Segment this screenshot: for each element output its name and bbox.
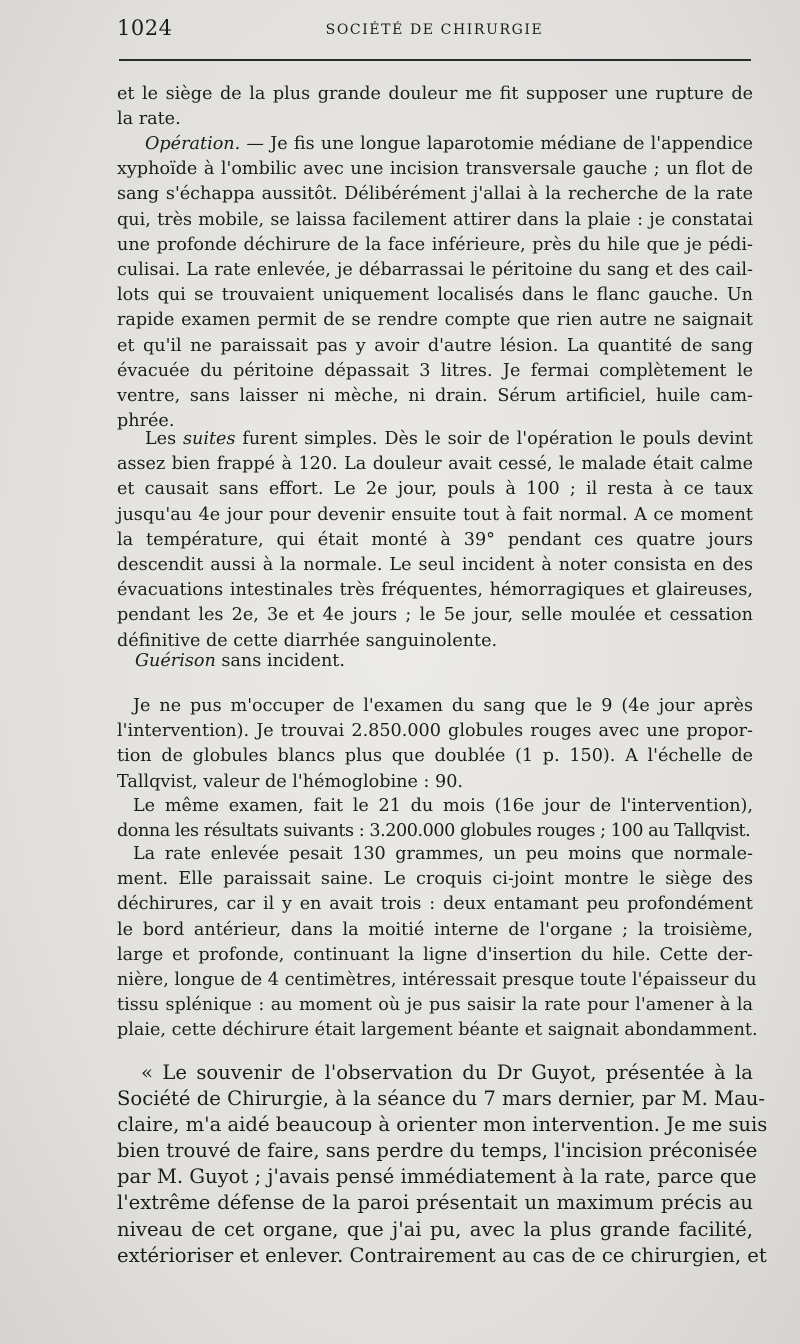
guerison-label: Guérison — [135, 651, 216, 671]
text-line: ment. Elle paraissait saine. Le croquis ci-joint montre le siège des — [117, 869, 753, 890]
page-header — [117, 16, 752, 46]
text-line: déchirures, car il y en avait trois : deux entamant peu profondément — [117, 894, 753, 915]
text-line: définitive de cette diarrhée sanguinolente. — [117, 630, 498, 651]
quote-paragraph — [117, 1060, 768, 1269]
text-line: et causait sans effort. Le 2e jour, pouls à 100 ; il resta à ce taux — [117, 479, 753, 500]
text-line: et qu'il ne paraissait pas y avoir d'autre lésion. La quantité de sang — [117, 335, 753, 356]
text-line: sang s'échappa aussitôt. Délibérément j'allai à la recherche de la rate — [117, 184, 753, 205]
text-line: Tallqvist, valeur de l'hémoglobine : 90. — [117, 771, 463, 792]
text-line: par M. Guyot ; j'avais pensé immédiatement à la rate, parce que — [117, 1165, 757, 1189]
paragraph-1 — [117, 82, 753, 132]
text-line: qui, très mobile, se laissa facilement attirer dans la plaie : je constatai — [117, 209, 753, 230]
text-line — [117, 649, 753, 674]
text-line — [117, 132, 753, 157]
text-line: jusqu'au 4e jour pour devenir ensuite tout à fait normal. A ce moment — [117, 504, 753, 525]
text-line: la rate. — [117, 109, 181, 130]
paragraph-guerison — [117, 649, 753, 674]
text-segment: sans incident. — [215, 651, 345, 671]
text-line: l'intervention). Je trouvai 2.850.000 globules rouges avec une propor- — [117, 721, 753, 742]
text-line: claire, m'a aidé beaucoup à orienter mon intervention. Je me suis — [117, 1113, 768, 1137]
text-line: lots qui se trouvaient uniquement localisés dans le flanc gauche. Un — [117, 285, 753, 306]
text-line: et le siège de la plus grande douleur me fit supposer une rupture de — [117, 84, 753, 104]
text-line: évacuations intestinales très fréquentes, hémorragiques et glaireuses, — [117, 580, 753, 601]
text-segment: — Je fis une longue laparotomie médiane de l'appendice — [240, 134, 753, 154]
suites-label: suites — [182, 429, 236, 449]
text-line: assez bien frappé à 120. La douleur avait cessé, le malade était calme — [117, 454, 753, 475]
text-line: Société de Chirurgie, à la séance du 7 mars dernier, par M. Mau- — [117, 1087, 766, 1111]
text-line: ventre, sans laisser ni mèche, ni drain. Sérum artificiel, huile cam- — [117, 386, 753, 407]
text-line: plaie, cette déchirure était largement béante et saignait abondamment. — [117, 1020, 758, 1041]
page-number: 1024 — [117, 16, 173, 40]
text-line: bien trouvé de faire, sans perdre du temps, l'incision préconisée — [117, 1139, 758, 1163]
text-line: évacuée du péritoine dépassait 3 litres. Je fermai complètement le — [117, 360, 753, 381]
text-segment: furent simples. Dès le soir de l'opération le pouls devint — [235, 429, 753, 449]
text-line: La rate enlevée pesait 130 grammes, un peu moins que normale- — [133, 844, 753, 864]
text-line: nière, longue de 4 centimètres, intéressait presque toute l'épaisseur du — [117, 970, 757, 991]
text-line: Je ne pus m'occuper de l'examen du sang que le 9 (4e jour après — [133, 696, 753, 716]
operation-label: Opération. — [145, 134, 241, 154]
text-line: une profonde déchirure de la face inférieure, près du hile que je pédi- — [117, 234, 753, 255]
text-line: xyphoïde à l'ombilic avec une incision transversale gauche ; un flot de — [117, 159, 753, 180]
text-segment: Les — [145, 429, 183, 449]
paragraph-suites — [117, 427, 753, 654]
text-line: rapide examen permit de se rendre compte que rien autre ne saignait — [117, 310, 753, 331]
text-line: pendant les 2e, 3e et 4e jours ; le 5e jour, selle moulée et cessation — [117, 605, 753, 626]
text-line: phrée. — [117, 411, 175, 432]
text-line: extérioriser et enlever. Contrairement au cas de ce chirurgien, et — [117, 1243, 767, 1267]
text-line — [117, 427, 753, 452]
text-line: la température, qui était monté à 39° pendant ces quatre jours — [117, 529, 753, 550]
text-line: large et profonde, continuant la ligne d'insertion du hile. Cette der- — [117, 944, 753, 965]
running-title: SOCIÉTÉ DE CHIRURGIE — [325, 22, 544, 38]
text-line: culisai. La rate enlevée, je débarrassai le péritoine du sang et des cail- — [117, 260, 753, 281]
text-line: tion de globules blancs plus que doublée (1 p. 150). A l'échelle de — [117, 746, 753, 767]
paragraph-operation — [117, 132, 753, 434]
text-line: donna les résultats suivants : 3.200.000 globules rouges ; 100 au Tallqvist. — [117, 821, 751, 842]
text-line: le bord antérieur, dans la moitié interne de l'organe ; la troisième, — [117, 919, 753, 940]
text-line: l'extrême défense de la paroi présentait un maximum précis au — [117, 1191, 753, 1215]
text-line: tissu splénique : au moment où je pus saisir la rate pour l'amener à la — [117, 995, 753, 1016]
text-line: « Le souvenir de l'observation du Dr Guyot, présentée à la — [141, 1061, 753, 1084]
header-rule — [119, 59, 751, 61]
paragraph-second-exam — [117, 794, 753, 844]
text-line: niveau de cet organe, que j'ai pu, avec la plus grande facilité, — [117, 1217, 753, 1241]
text-line: descendit aussi à la normale. Le seul incident à noter consista en des — [117, 555, 753, 576]
paragraph-blood-exam — [117, 694, 753, 795]
text-line: Le même examen, fait le 21 du mois (16e jour de l'intervention), — [133, 796, 753, 816]
paragraph-spleen — [117, 842, 758, 1044]
